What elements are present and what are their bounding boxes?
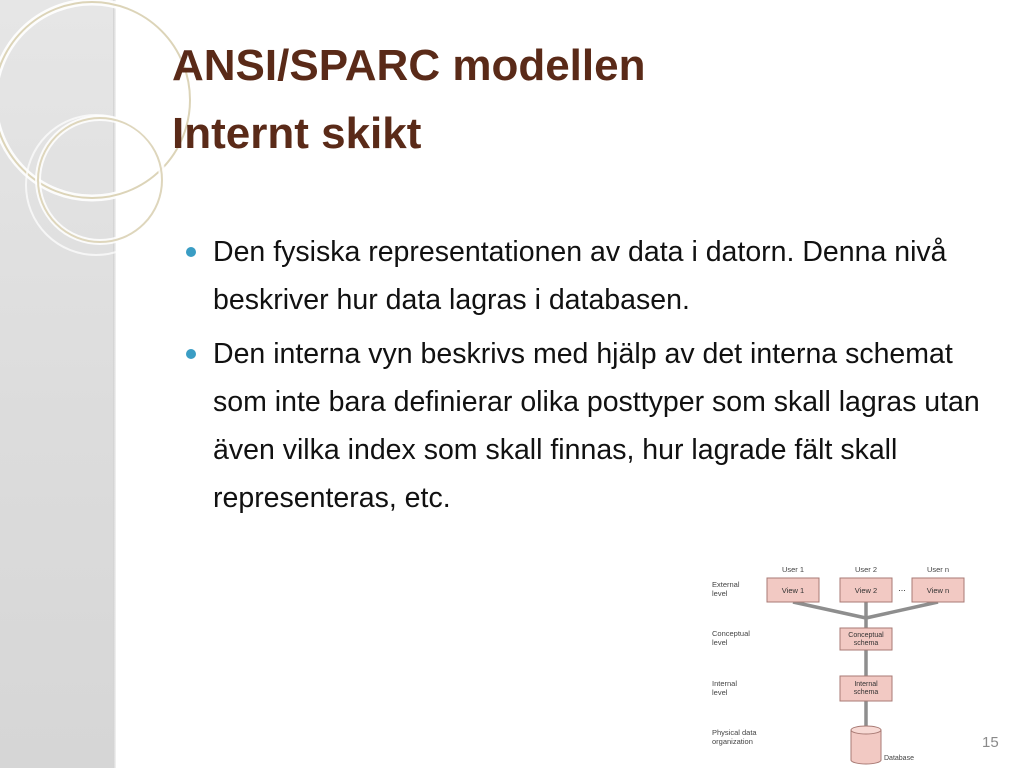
view-1-label: View 1 [781, 586, 805, 595]
bullet-item [186, 330, 986, 522]
user-2-label: User 2 [854, 565, 878, 574]
internal-schema-label: Internal schema [853, 681, 879, 696]
bullet-dot-icon [186, 247, 196, 257]
conceptual-level-label: Conceptual level [712, 629, 750, 647]
view-2-label: View 2 [854, 586, 878, 595]
internal-level-label: Internal level [712, 679, 738, 697]
slide-title: ANSI/SPARC modellen [172, 41, 646, 90]
external-level-label: External level [712, 580, 740, 598]
bullet-text: Den fysiska representationen av data i datorn. Denna nivå beskriver hur data lagras i databasen. [213, 236, 947, 316]
database-icon [851, 726, 881, 764]
bullet-list [186, 228, 986, 528]
ansi-sparc-diagram [700, 562, 990, 766]
page-number: 15 [982, 734, 999, 751]
user-1-label: User 1 [781, 565, 805, 574]
database-label: Database [884, 755, 914, 762]
bullet-dot-icon [186, 349, 196, 359]
physical-level-label: Physical data organization [712, 728, 757, 746]
views-ellipsis: ... [898, 583, 906, 593]
bullet-item [186, 228, 986, 324]
slide-subtitle: Internt skikt [172, 109, 422, 158]
user-n-label: User n [926, 565, 950, 574]
view-n-label: View n [926, 586, 950, 595]
diagram-connectors [793, 602, 938, 728]
conceptual-schema-label: Conceptual schema [848, 632, 884, 647]
bullet-text: Den interna vyn beskrivs med hjälp av det interna schemat som inte bara definierar olika posttyper som skall lagras utan även vilka index som skall finnas, hur lagrade fält skall representeras, etc. [213, 338, 980, 514]
